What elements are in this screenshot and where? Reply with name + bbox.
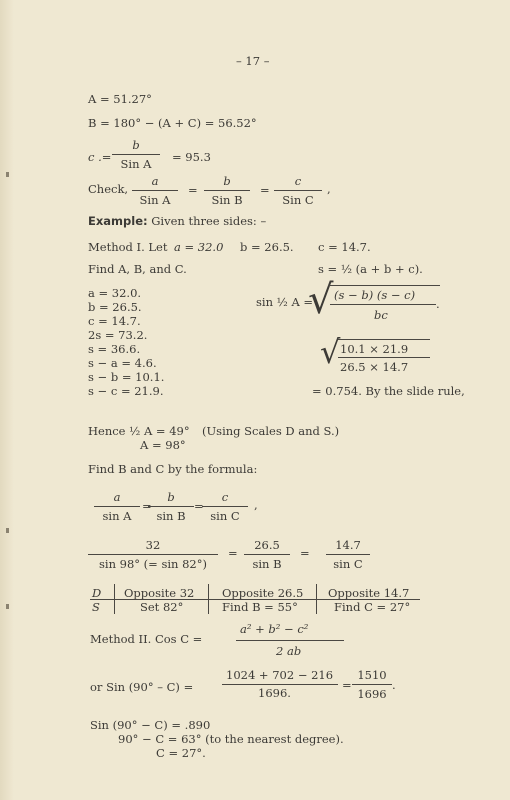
table-divider	[316, 584, 317, 614]
method1-find: Find A, B, and C.	[88, 262, 187, 276]
cos-numerator: a² + b² − c²	[240, 622, 309, 636]
list-item: s = 36.6.	[88, 342, 141, 356]
sin-half-a-label: sin ½ A =	[256, 295, 314, 309]
ratio-26-5	[244, 538, 290, 571]
list-item: s − a = 4.6.	[88, 356, 157, 370]
comma: ,	[327, 182, 331, 196]
example-heading	[88, 214, 266, 228]
staple-mark	[6, 604, 9, 609]
sin-complement-value: Sin (90° − C) = .890	[90, 718, 211, 732]
radicand-denominator: bc	[374, 308, 388, 322]
equals-sign: =	[300, 546, 310, 560]
sin-denominator: 1696.	[258, 686, 291, 700]
method2-label: Method II. Cos C =	[90, 632, 203, 646]
check-label: Check,	[88, 182, 129, 196]
slide-rule-result: = 0.754. By the slide rule,	[312, 384, 465, 398]
ratio-32-den: sin 98° (= sin 82°)	[99, 557, 207, 571]
table-cell: Find C = 27°	[334, 600, 411, 614]
list-item: 2s = 73.2.	[88, 328, 148, 342]
list-item: b = 26.5.	[88, 300, 142, 314]
scales-note: (Using Scales D and S.)	[202, 424, 340, 438]
sine-rule-b	[148, 490, 194, 523]
method1-c-value: c = 14.7.	[318, 240, 371, 254]
sine-rule-c	[202, 490, 248, 523]
angle-a-result: A = 98°	[140, 438, 186, 452]
radical-bar	[338, 339, 430, 340]
ratio-14-7	[326, 538, 370, 571]
ratio-32	[88, 538, 218, 571]
method1-b-value: b = 26.5.	[240, 240, 294, 254]
list-item: s − b = 10.1.	[88, 370, 165, 384]
equals-sign: =	[188, 183, 198, 197]
staple-mark	[6, 528, 9, 533]
hence-half-a: Hence ½ A = 49°	[88, 424, 190, 438]
check-a-fraction	[132, 174, 178, 207]
check-b-numerator: b	[204, 174, 250, 191]
check-b-fraction	[204, 174, 250, 207]
final-fraction-num: 1510	[352, 668, 392, 685]
table-divider	[90, 599, 420, 600]
comma: ,	[254, 498, 258, 512]
table-divider	[208, 584, 209, 614]
equals-sign: =	[194, 499, 204, 513]
list-item: a = 32.0.	[88, 286, 142, 300]
c-result: = 95.3	[172, 150, 211, 164]
table-cell: D	[92, 586, 102, 600]
formula-intro: Find B and C by the formula:	[88, 462, 258, 476]
equals-sign: =	[228, 546, 238, 560]
fraction-bar	[338, 357, 430, 358]
check-a-numerator: a	[132, 174, 178, 191]
sine-rule-c-den: sin C	[210, 509, 240, 523]
table-cell: Find B = 55°	[222, 600, 298, 614]
example-text: Given three sides: –	[151, 214, 267, 228]
sine-rule-a	[94, 490, 140, 523]
sine-rule-a-num: a	[94, 490, 140, 507]
check-c-numerator: c	[274, 174, 322, 191]
radicand-numerator: (s − b) (s − c)	[334, 288, 416, 302]
radical-bar	[328, 285, 440, 286]
check-b-denominator: Sin B	[211, 193, 243, 207]
final-fraction-den: 1696	[357, 687, 387, 701]
sine-rule-b-den: sin B	[156, 509, 186, 523]
radicand2-numerator: 10.1 × 21.9	[340, 342, 409, 356]
cos-denominator: 2 ab	[276, 644, 302, 658]
ratio-26-5-num: 26.5	[244, 538, 290, 555]
page-number: – 17 –	[236, 54, 270, 68]
sin-numerator: 1024 + 702 − 216	[226, 668, 334, 682]
table-cell: Set 82°	[140, 600, 184, 614]
angle-a-value: A = 51.27°	[88, 92, 152, 106]
radical-sign: √	[320, 333, 341, 371]
fraction-bar	[330, 304, 436, 305]
equals-sign: =	[260, 183, 270, 197]
semi-perimeter-formula: s = ½ (a + b + c).	[318, 262, 423, 276]
sine-rule-a-den: sin A	[102, 509, 132, 523]
angle-c-result: C = 27°.	[156, 746, 206, 760]
table-cell: S	[92, 600, 100, 614]
ratio-14-7-num: 14.7	[326, 538, 370, 555]
sine-rule-b-num: b	[148, 490, 194, 507]
equals-sign: =	[142, 499, 152, 513]
check-c-fraction	[274, 174, 322, 207]
c-equals-label: c .=	[88, 150, 112, 164]
final-fraction	[352, 668, 392, 701]
period: .	[392, 678, 396, 692]
table-cell: Opposite 26.5	[222, 586, 304, 600]
list-item: c = 14.7.	[88, 314, 141, 328]
ratio-32-num: 32	[88, 538, 218, 555]
fraction-bar	[222, 684, 338, 685]
c-fraction	[112, 138, 160, 171]
staple-mark	[6, 172, 9, 177]
fraction-bar	[236, 640, 344, 641]
list-item: s − c = 21.9.	[88, 384, 164, 398]
radicand2-denominator: 26.5 × 14.7	[340, 360, 409, 374]
angle-b-value: B = 180° − (A + C) = 56.52°	[88, 116, 257, 130]
sin-complement-label: or Sin (90° – C) =	[90, 680, 194, 694]
ratio-14-7-den: sin C	[333, 557, 363, 571]
period: .	[436, 297, 440, 311]
method1-prefix: Method I. Let	[88, 240, 168, 254]
method1-a-value: a = 32.0	[174, 240, 224, 254]
example-label: Example:	[88, 214, 148, 228]
check-c-denominator: Sin C	[282, 193, 314, 207]
binding-gutter	[0, 0, 14, 800]
equals-sign: =	[342, 678, 352, 692]
radical-sign: √	[308, 277, 334, 323]
check-a-denominator: Sin A	[139, 193, 171, 207]
ratio-26-5-den: sin B	[252, 557, 282, 571]
table-cell: Opposite 14.7	[328, 586, 410, 600]
complement-angle: 90° − C = 63° (to the nearest degree).	[118, 732, 344, 746]
table-divider	[114, 584, 115, 614]
table-cell: Opposite 32	[124, 586, 195, 600]
sine-rule-c-num: c	[202, 490, 248, 507]
c-fraction-numerator: b	[112, 138, 160, 155]
c-fraction-denominator: Sin A	[120, 157, 152, 171]
